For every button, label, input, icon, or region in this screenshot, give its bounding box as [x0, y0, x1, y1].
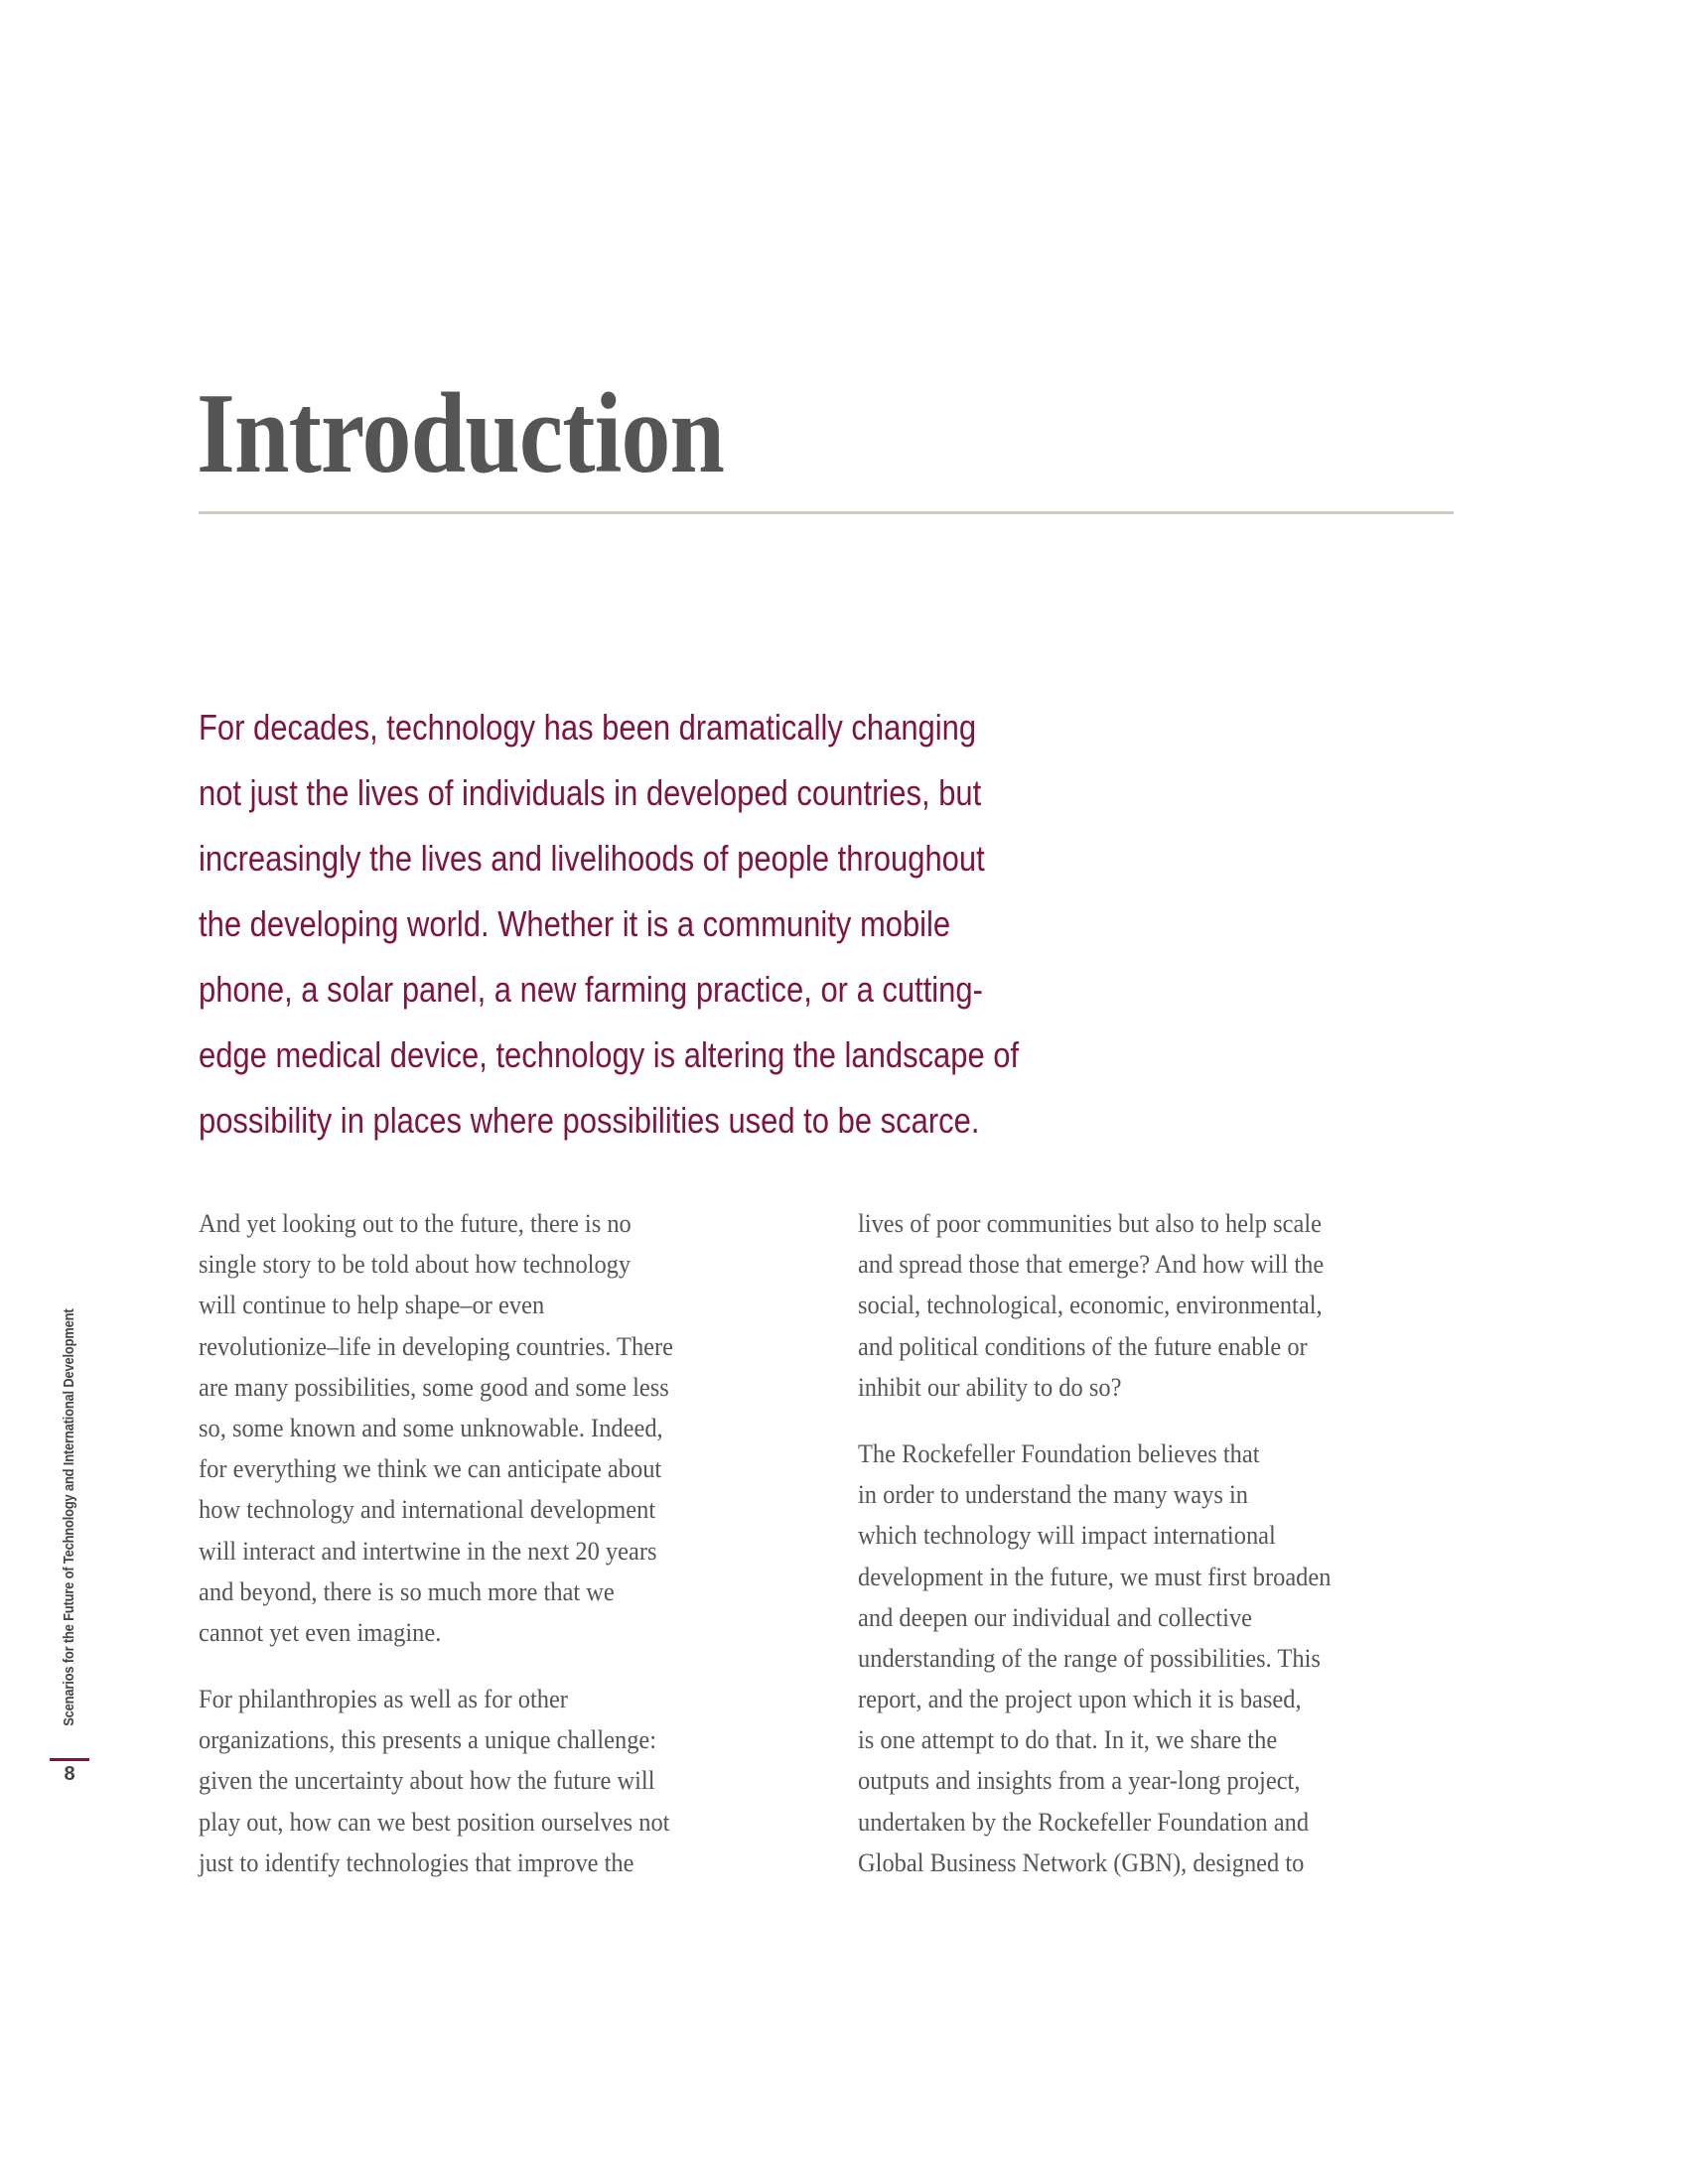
body-line: report, and the project upon which it is based, [858, 1685, 1302, 1714]
body-column-left [199, 1203, 794, 1883]
body-line: Global Business Network (GBN), designed to [858, 1847, 1305, 1877]
pull-quote-line: possibility in places where possibilities used to be scarce. [199, 1100, 980, 1141]
body-line: lives of poor communities but also to help scale [858, 1209, 1322, 1238]
body-line: understanding of the range of possibilities. This [858, 1643, 1321, 1673]
title-divider [199, 511, 1454, 514]
body-paragraph [199, 1679, 794, 1883]
body-paragraph [858, 1203, 1454, 1408]
body-paragraph [199, 1203, 794, 1653]
running-title [59, 1303, 80, 1760]
body-line: and political conditions of the future enable or [858, 1331, 1308, 1361]
body-line: in order to understand the many ways in [858, 1480, 1248, 1510]
pull-quote-line: not just the lives of individuals in developed countries, but [199, 772, 982, 813]
body-line: single story to be told about how technology [199, 1250, 632, 1280]
page-number-tick [50, 1758, 89, 1761]
pull-quote [199, 695, 1053, 1154]
body-line: will continue to help shape–or even [199, 1291, 545, 1320]
body-line: given the uncertainty about how the future will [199, 1766, 655, 1796]
body-line: which technology will impact international [858, 1521, 1276, 1551]
body-line: how technology and international development [199, 1495, 656, 1525]
body-line: organizations, this presents a unique challenge: [199, 1725, 657, 1755]
body-line: For philanthropies as well as for other [199, 1685, 568, 1714]
body-paragraph [858, 1433, 1454, 1883]
pull-quote-line: the developing world. Whether it is a community mobile [199, 903, 951, 944]
body-line: are many possibilities, some good and some less [199, 1372, 669, 1402]
body-line: development in the future, we must first broaden [858, 1562, 1332, 1591]
pull-quote-line: phone, a solar panel, a new farming practice, or a cutting- [199, 969, 983, 1010]
body-line: so, some known and some unknowable. Indeed, [199, 1413, 663, 1442]
body-line: The Rockefeller Foundation believes that [858, 1438, 1260, 1468]
body-line: inhibit our ability to do so? [858, 1372, 1122, 1402]
body-line: social, technological, economic, environmental, [858, 1291, 1323, 1320]
pull-quote-line: For decades, technology has been dramatically changing [199, 707, 977, 748]
page-title: Introduction [197, 370, 725, 497]
pull-quote-line: edge medical device, technology is altering the landscape of [199, 1034, 1020, 1075]
body-line: cannot yet even imagine. [199, 1617, 442, 1647]
body-line: undertaken by the Rockefeller Foundation and [858, 1807, 1310, 1837]
running-title-text: Scenarios for the Future of Technology and International Development [61, 1308, 77, 1726]
body-line: outputs and insights from a year-long project, [858, 1766, 1301, 1796]
page-number: 8 [64, 1763, 75, 1785]
body-line: play out, how can we best position ourselves not [199, 1807, 670, 1837]
body-line: is one attempt to do that. In it, we share the [858, 1725, 1278, 1755]
body-line: And yet looking out to the future, there is no [199, 1209, 632, 1238]
body-line: just to identify technologies that improve the [199, 1847, 634, 1877]
body-line: and beyond, there is so much more that we [199, 1576, 615, 1606]
body-line: for everything we think we can anticipate about [199, 1454, 662, 1484]
pull-quote-line: increasingly the lives and livelihoods of people throughout [199, 838, 985, 879]
body-line: revolutionize–life in developing countries. There [199, 1331, 674, 1361]
body-line: and spread those that emerge? And how will the [858, 1250, 1325, 1280]
body-column-right [858, 1203, 1454, 1883]
body-line: and deepen our individual and collective [858, 1602, 1253, 1632]
body-line: will interact and intertwine in the next 20 years [199, 1536, 657, 1566]
